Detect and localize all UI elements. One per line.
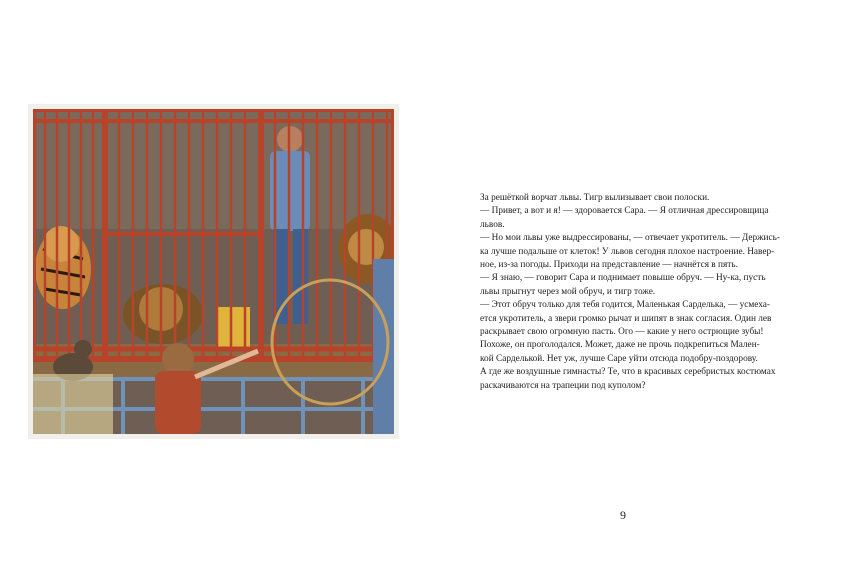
text-line: За решёткой ворчат львы. Тигр вылизывает свои полоски. xyxy=(480,193,710,203)
text-line: раскачиваются на трапеции под куполом? xyxy=(480,380,646,391)
page-number: 9 xyxy=(620,508,626,522)
text-line: — Привет, а вот и я! — здоровается Сара. — Я отличная дрессировщица xyxy=(480,206,769,217)
text-line: раскрывает свою огромную пасть. Ого — какие у него острющие зубы! xyxy=(480,327,764,338)
text-line: ка лучше подальше от клеток! У львов сегодня плохое настроение. Навер- xyxy=(480,246,775,257)
story-text xyxy=(480,192,780,393)
lion-figure xyxy=(123,284,203,344)
text-line: ное, из-за погоды. Приходи на представление — начнётся в пять. xyxy=(480,260,738,271)
text-line: львов. xyxy=(480,219,505,230)
text-line: Похоже, он проголодался. Может, даже не прочь подкрепиться Мален- xyxy=(480,340,760,351)
text-line: львы прыгнут через мой обруч, и тигр тоже. xyxy=(480,286,656,297)
text-line: А где же воздушные гимнасты? Те, что в красивых серебристых костюмах xyxy=(480,367,776,378)
cage-scene-image xyxy=(33,109,394,434)
text-line: ется укротитель, а звери громко рычат и шипят в знак согласия. Один лев xyxy=(480,313,772,324)
illustration xyxy=(28,104,399,439)
text-line: — Я знаю, — говорит Сара и поднимает повыше обруч. — Ну-ка, пусть xyxy=(480,273,766,284)
text-line: кой Сарделькой. Нет уж, лучше Саре уйти отсюда подобру-поздорову. xyxy=(480,353,758,364)
text-line: — Этот обруч только для тебя годится, Маленькая Сарделька, — усмеха- xyxy=(480,300,771,311)
text-line: — Но мои львы уже выдрессированы, — отвечает укротитель. — Держись- xyxy=(480,233,780,244)
